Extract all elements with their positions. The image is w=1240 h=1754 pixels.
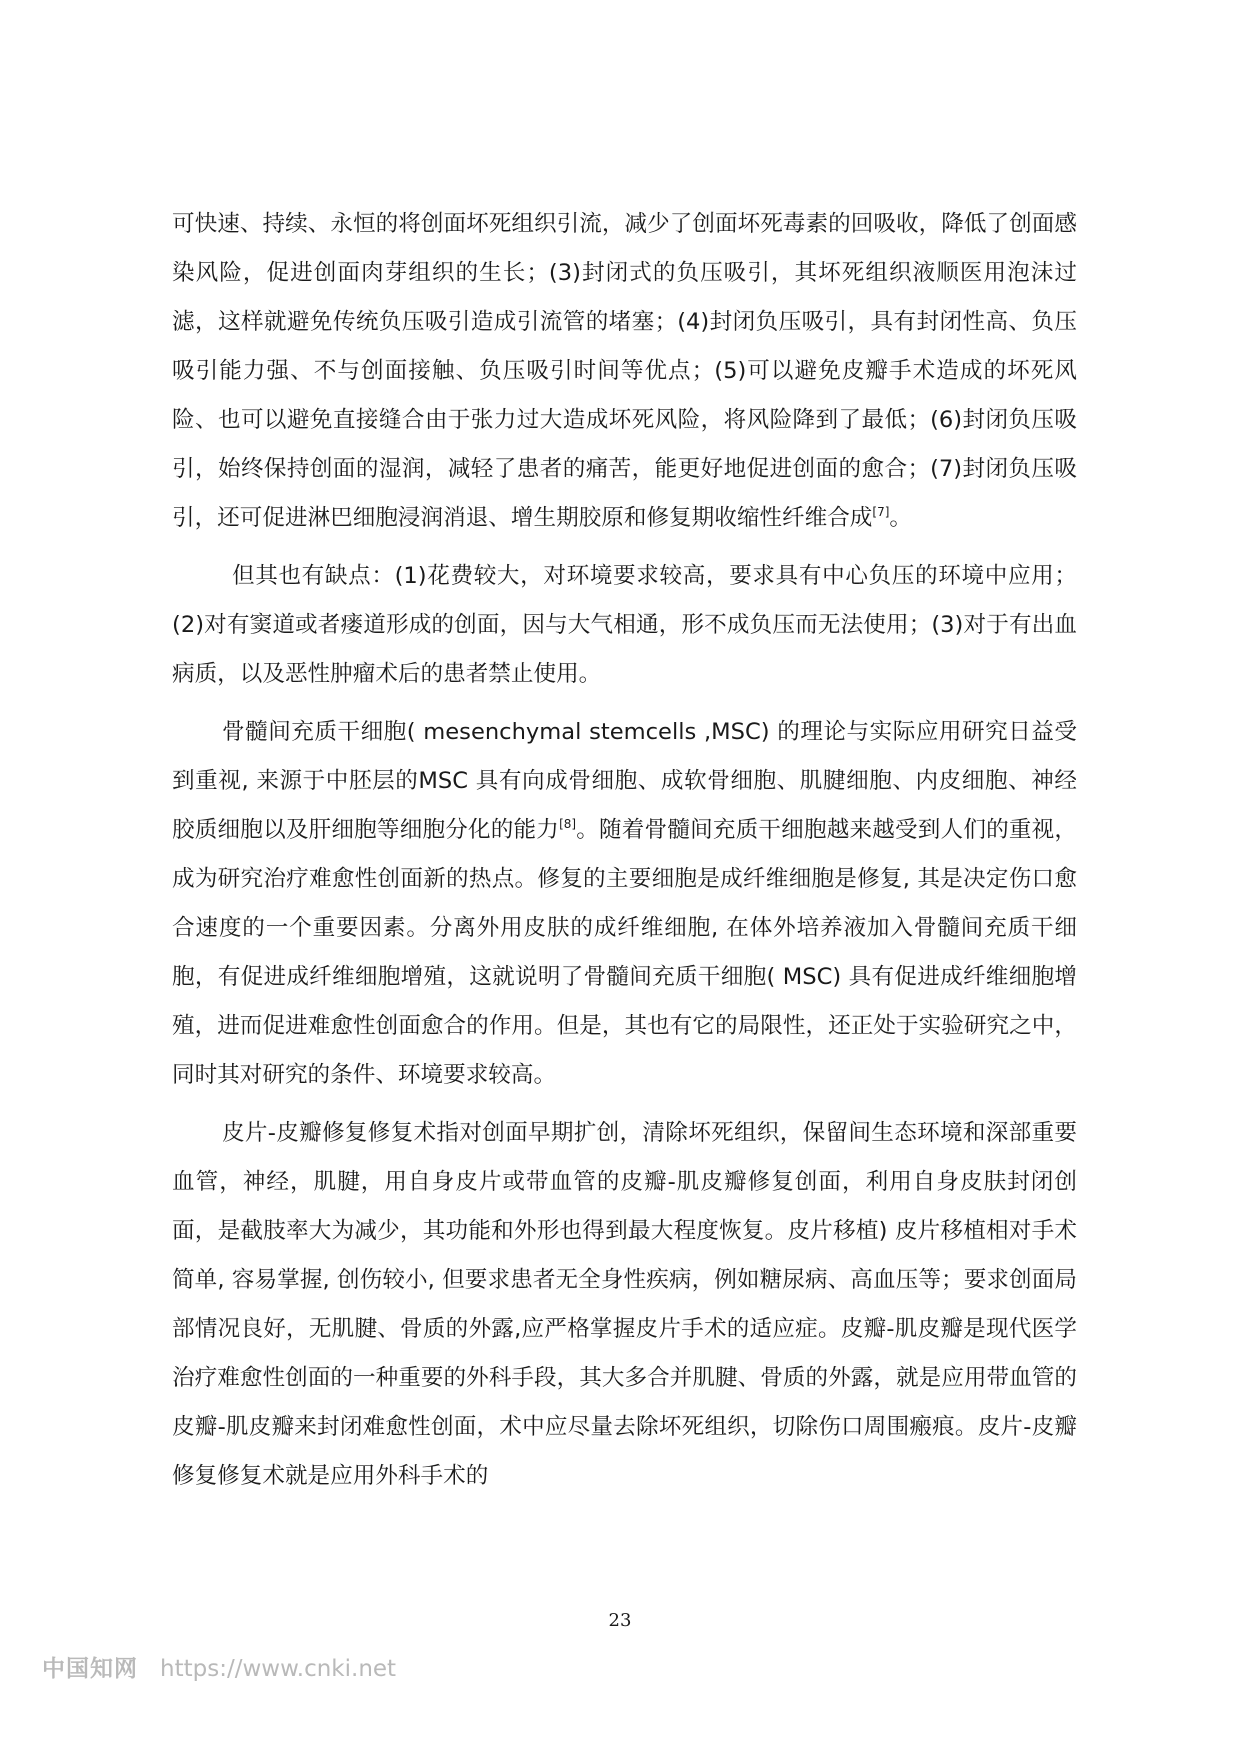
paragraph-3-tail: 。随着骨髓间充质干细胞越来越受到人们的重视，成为研究治疗难愈性创面新的热点。修复的主要细胞是成纤维细胞是修复, 其是决定伤口愈合速度的一个重要因素。分离外用皮肤的成纤维细胞, 在体外培养液加入骨髓间充质干细胞，有促进成纤维细胞增殖，这就说明了骨髓间充质干细胞( MSC) 具有促进成纤维细胞增殖，进而促进难愈性创面愈合的作用。但是，其也有它的局限性，还正处于实验研究之中，同时其对研究的条件、环境要求较高。: [172, 817, 1078, 1088]
page-number: 23: [608, 1610, 632, 1631]
paragraph-2: [172, 552, 1077, 699]
cnki-watermark: [42, 1650, 396, 1683]
paragraph-1-tail: 。: [889, 505, 912, 531]
paragraph-3: [172, 708, 1077, 1100]
citation-8[interactable]: [8]: [559, 817, 577, 831]
paragraph-3-text: 骨髓间充质干细胞( mesenchymal stemcells ,MSC) 的理论与实际应用研究日益受到重视, 来源于中胚层的MSC 具有向成骨细胞、成软骨细胞、肌腱细胞、内皮细胞、神经胶质细胞以及肝细胞等细胞分化的能力: [172, 719, 1077, 843]
citation-7[interactable]: [7]: [872, 505, 890, 519]
paragraph-4: [172, 1109, 1077, 1501]
watermark-brand: 中国知网: [42, 1656, 138, 1682]
paragraph-1: [172, 200, 1077, 543]
paragraph-1-text: 可快速、持续、永恒的将创面坏死组织引流，减少了创面坏死毒素的回吸收，降低了创面感染风险，促进创面肉芽组织的生长；(3)封闭式的负压吸引，其坏死组织液顺医用泡沫过滤，这样就避免传统负压吸引造成引流管的堵塞；(4)封闭负压吸引，具有封闭性高、负压吸引能力强、不与创面接触、负压吸引时间等优点；(5)可以避免皮瓣手术造成的坏死风险、也可以避免直接缝合由于张力过大造成坏死风险，将风险降到了最低；(6)封闭负压吸引，始终保持创面的湿润，减轻了患者的痛苦，能更好地促进创面的愈合；(7)封闭负压吸引，还可促进淋巴细胞浸润消退、增生期胶原和修复期收缩性纤维合成: [172, 211, 1077, 531]
paragraph-2-text: 但其也有缺点：(1)花费较大，对环境要求较高，要求具有中心负压的环境中应用；(2)对有窦道或者瘘道形成的创面，因与大气相通，形不成负压而无法使用；(3)对于有出血病质，以及恶性肿瘤术后的患者禁止使用。: [172, 563, 1077, 687]
paragraph-4-text: 皮片-皮瓣修复修复术指对创面早期扩创，清除坏死组织，保留间生态环境和深部重要血管，神经，肌腱，用自身皮片或带血管的皮瓣-肌皮瓣修复创面，利用自身皮肤封闭创面，是截肢率大为减少，其功能和外形也得到最大程度恢复。皮片移植) 皮片移植相对手术简单, 容易掌握, 创伤较小, 但要求患者无全身性疾病，例如糖尿病、高血压等；要求创面局部情况良好，无肌腱、骨质的外露,应严格掌握皮片手术的适应症。皮瓣-肌皮瓣是现代医学治疗难愈性创面的一种重要的外科手段，其大多合并肌腱、骨质的外露，就是应用带血管的皮瓣-肌皮瓣来封闭难愈性创面，术中应尽量去除坏死组织，切除伤口周围瘢痕。皮片-皮瓣修复修复术就是应用外科手术的: [172, 1120, 1077, 1489]
page-body: [172, 200, 1077, 1510]
watermark-url[interactable]: https://www.cnki.net: [160, 1656, 397, 1682]
